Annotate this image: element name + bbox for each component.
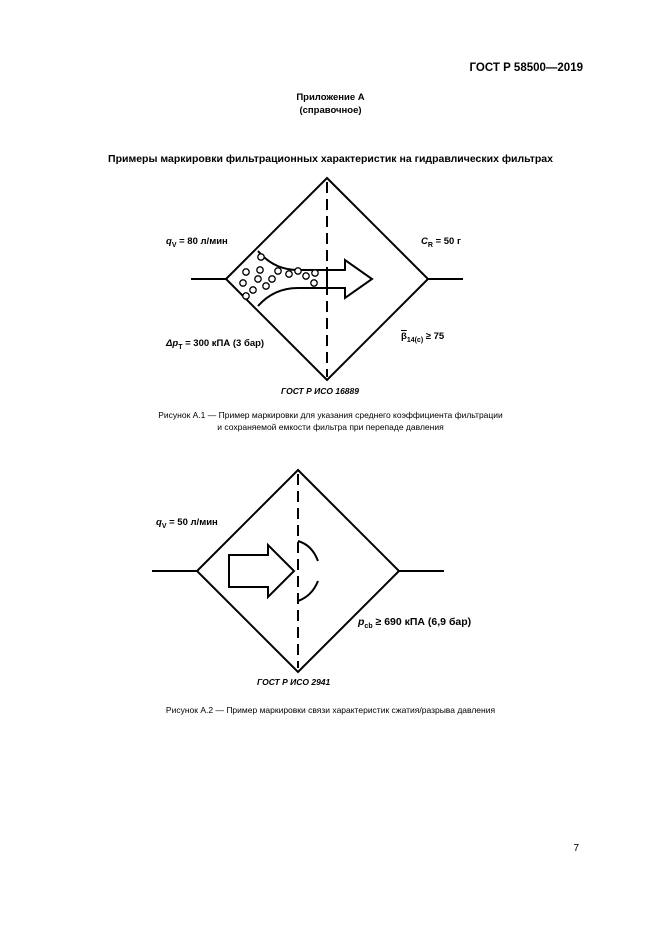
figure-2-caption: Рисунок А.2 — Пример маркировки связи характеристик сжатия/разрыва давления bbox=[165, 705, 496, 715]
appendix-label: Приложение А bbox=[296, 92, 365, 103]
flow-arrow-2 bbox=[229, 545, 294, 597]
flow-rate-label-2: $q_V = 50$ л/мин bbox=[156, 517, 218, 530]
capacity-label: $C_R = 50$ г bbox=[421, 236, 461, 249]
flow-rate-label: $q_V = 80$ л/мин bbox=[166, 236, 228, 249]
appendix-type: (справочное) bbox=[299, 105, 362, 116]
section-heading: Примеры маркировки фильтрационных характеристик на гидравлических фильтрах bbox=[108, 153, 553, 165]
beta-ratio-label: $\overline{\beta}_{14(c)} \ge 75$ bbox=[401, 331, 445, 344]
standard-code: ГОСТ Р 58500—2019 bbox=[469, 62, 583, 74]
bypass-upper-curve bbox=[298, 541, 318, 561]
figure-1-caption: Рисунок А.1 — Пример маркировки для указания среднего коэффициента фильтрации и сохраняемой емкости фильтра при перепаде давления bbox=[158, 410, 503, 432]
standard-reference-2: ГОСТ Р ИСО 2941 bbox=[257, 677, 331, 687]
standard-reference-1: ГОСТ Р ИСО 16889 bbox=[281, 386, 359, 396]
page-number: 7 bbox=[573, 843, 579, 854]
pressure-drop-label: $\Delta p_T = 300$ кПА (3 бар) bbox=[166, 338, 265, 351]
bypass-lower-curve bbox=[298, 581, 318, 601]
collapse-pressure-label: $p_{cb} \ge 690$ кПА (6,9 бар) bbox=[358, 616, 472, 631]
